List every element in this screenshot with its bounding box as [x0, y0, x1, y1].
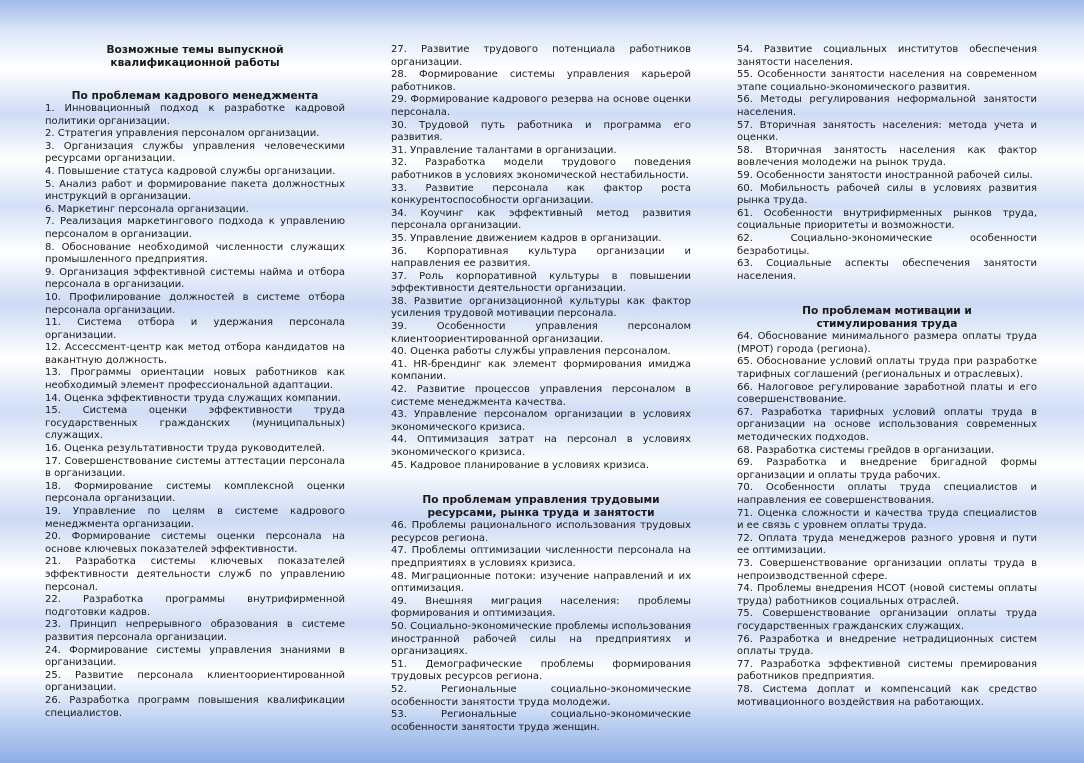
- topic-item: 14. Оценка эффективности труда служащих компании.: [45, 392, 341, 404]
- topic-item: 65. Обоснование условий оплаты труда при разработке тарифных соглашений (региональных и отраслевых).: [737, 356, 1037, 381]
- spacer: [737, 283, 1037, 305]
- topic-item: 73. Совершенствование организации оплаты труда в непроизводственной сфере.: [737, 557, 1037, 582]
- topic-item: 10. Профилирование должностей в системе отбора персонала организации.: [45, 291, 345, 316]
- topic-item: 4. Повышение статуса кадровой службы организации.: [45, 165, 336, 177]
- topic-list-labor-part2: [737, 44, 1037, 283]
- topic-item: 20. Формирование системы оценки персонала на основе ключевых показателей эффективности.: [45, 531, 345, 555]
- topic-item: 76. Разработка и внедрение нетрадиционных систем оплаты труда.: [737, 633, 1037, 658]
- topic-item: 1. Инновационный подход к разработке кадровой политики организации.: [45, 103, 345, 127]
- topic-item: 12. Ассессмент-центр как метод отбора кандидатов на вакантную должность.: [45, 342, 345, 366]
- topic-item: 15. Система оценки эффективности труда государственных гражданских (муниципальных) служащих.: [45, 405, 345, 442]
- section-heading-motivation: По проблемам мотивации и стимулирования труда: [802, 305, 972, 331]
- section-heading-hr: По проблемам кадрового менеджмента: [71, 90, 319, 102]
- topic-item: 54. Развитие социальных институтов обеспечения занятости населения.: [737, 44, 1037, 68]
- topic-item: 53. Региональные социально-экономические особенности занятости труда женщин.: [391, 709, 691, 733]
- topic-item: 48. Миграционные потоки: изучение направлений и их оптимизация.: [391, 570, 691, 595]
- topic-item: 13. Программы ориентации новых работников как необходимый элемент профессиональной адаптации.: [45, 367, 345, 392]
- column-3: [737, 44, 1037, 709]
- topic-item: 50. Социально-экономические проблемы использования иностранной рабочей силы на предприятиях и организациях.: [391, 620, 691, 658]
- topic-item: 28. Формирование системы управления карьерой работников.: [391, 69, 691, 93]
- topic-item: 31. Управление талантами в организации.: [391, 144, 617, 156]
- topic-item: 64. Обоснование минимального размера оплаты труда (МРОТ) города (региона).: [737, 331, 1037, 355]
- topic-list-hr-part2: [391, 44, 691, 472]
- topic-item: 47. Проблемы оптимизации численности персонала на предприятиях в условиях кризиса.: [391, 545, 691, 569]
- topic-item: 24. Формирование системы управления знаниями в организации.: [45, 644, 345, 669]
- topic-item: 34. Коучинг как эффективный метод развития персонала организации.: [391, 207, 691, 232]
- topic-item: 41. HR-брендинг как элемент формирования имиджа компании.: [391, 358, 691, 383]
- topic-item: 55. Особенности занятости населения на современном этапе социально-экономического развития.: [737, 69, 1037, 93]
- topic-item: 21. Разработка системы ключевых показателей эффективности деятельности служб по управлению персонал.: [45, 556, 345, 593]
- topic-item: 51. Демографические проблемы формирования трудовых ресурсов региона.: [391, 658, 691, 683]
- topic-list-motivation: [737, 331, 1037, 709]
- topic-item: 3. Организация службы управления человеческими ресурсами организации.: [45, 140, 345, 165]
- topic-item: 52. Региональные социально-экономические особенности занятости труда молодежи.: [391, 683, 691, 708]
- topic-item: 45. Кадровое планирование в условиях кризиса.: [391, 459, 649, 471]
- topic-item: 37. Роль корпоративной культуры в повышении эффективности деятельности организации.: [391, 270, 691, 295]
- topic-item: 6. Маркетинг персонала организации.: [45, 203, 249, 215]
- topic-item: 56. Методы регулирования неформальной занятости населения.: [737, 94, 1037, 118]
- topic-item: 30. Трудовой путь работника и программа его развития.: [391, 119, 691, 144]
- topic-item: 43. Управление персоналом организации в условиях экономического кризиса.: [391, 409, 691, 433]
- column-1: [45, 44, 345, 720]
- spacer: [391, 472, 691, 494]
- topic-item: 18. Формирование системы комплексной оценки персонала организации.: [45, 480, 345, 505]
- topic-item: 16. Оценка результативности труда руководителей.: [45, 443, 326, 455]
- topic-item: 63. Социальные аспекты обеспечения занятости населения.: [737, 258, 1037, 282]
- column-2: [391, 44, 691, 734]
- topic-item: 5. Анализ работ и формирование пакета должностных инструкций в организации.: [45, 178, 345, 203]
- topic-item: 44. Оптимизация затрат на персонал в условиях экономического кризиса.: [391, 434, 691, 458]
- topic-item: 62. Социально-экономические особенности безработицы.: [737, 232, 1037, 257]
- topic-item: 26. Разработка программ повышения квалификации специалистов.: [45, 694, 345, 719]
- topic-item: 23. Принцип непрерывного образования в системе развития персонала организации.: [45, 619, 345, 643]
- topic-item: 17. Совершенствование системы аттестации персонала в организации.: [45, 455, 345, 480]
- topic-item: 58. Вторичная занятость населения как фактор вовлечения молодежи на рынок труда.: [737, 144, 1037, 169]
- topic-item: 8. Обоснование необходимой численности служащих промышленного предприятия.: [45, 241, 345, 266]
- topic-item: 36. Корпоративная культура организации и направления ее развития.: [391, 245, 691, 270]
- topic-item: 7. Реализация маркетингового подхода к управлению персоналом в организации.: [45, 216, 345, 240]
- document-title: Возможные темы выпускной квалификационной работы: [106, 44, 284, 69]
- topic-item: 33. Развитие персонала как фактор роста конкурентоспособности организации.: [391, 182, 691, 207]
- section-heading-labor: По проблемам управления трудовыми ресурсами, рынка труда и занятости: [422, 494, 660, 520]
- topic-item: 67. Разработка тарифных условий оплаты труда в организации на основе использования современных методических подходов.: [737, 406, 1037, 444]
- topic-item: 35. Управление движением кадров в организации.: [391, 232, 662, 244]
- topic-item: 78. Система доплат и компенсаций как средство мотивационного воздействия на работающих.: [737, 683, 1037, 708]
- topic-item: 46. Проблемы рационального использования трудовых ресурсов региона.: [391, 520, 691, 544]
- topic-item: 75. Совершенствование организации оплаты труда государственных гражданских служащих.: [737, 608, 1037, 632]
- topic-item: 71. Оценка сложности и качества труда специалистов и ее связь с уровнем оплаты труда.: [737, 507, 1037, 532]
- topic-item: 68. Разработка системы грейдов в организации.: [737, 444, 995, 456]
- topic-list-hr-part1: [45, 103, 345, 720]
- topic-item: 66. Налоговое регулирование заработной платы и его совершенствование.: [737, 381, 1037, 406]
- topic-item: 38. Развитие организационной культуры как фактор усиления трудовой мотивации персонала.: [391, 295, 691, 320]
- topic-item: 25. Развитие персонала клиентоориентированной организации.: [45, 669, 345, 694]
- topic-item: 61. Особенности внутрифирменных рынков труда, социальные приоритеты и возможности.: [737, 207, 1037, 232]
- topic-item: 11. Система отбора и удержания персонала организации.: [45, 317, 345, 341]
- topic-item: 42. Развитие процессов управления персоналом в системе менеджмента качества.: [391, 384, 691, 408]
- topic-item: 40. Оценка работы службы управления персоналом.: [391, 346, 671, 358]
- topic-item: 77. Разработка эффективной системы премирования работников предприятия.: [737, 658, 1037, 683]
- topic-item: 29. Формирование кадрового резерва на основе оценки персонала.: [391, 94, 691, 118]
- topic-item: 9. Организация эффективной системы найма и отбора персонала в организации.: [45, 266, 345, 291]
- topic-item: 74. Проблемы внедрения НСОТ (новой системы оплаты труда) работников социальных отраслей.: [737, 583, 1037, 607]
- topic-item: 39. Особенности управления персоналом клиентоориентированной организации.: [391, 321, 691, 345]
- topic-item: 70. Особенности оплаты труда специалистов и направления ее совершенствования.: [737, 482, 1037, 506]
- topic-item: 2. Стратегия управления персоналом организации.: [45, 128, 320, 140]
- topic-item: 49. Внешняя миграция населения: проблемы формирования и оптимизация.: [391, 595, 691, 620]
- topic-item: 59. Особенности занятости иностранной рабочей силы.: [737, 169, 1033, 181]
- topic-item: 72. Оплата труда менеджеров разного уровня и пути ее оптимизации.: [737, 532, 1037, 557]
- topic-item: 22. Разработка программы внутрифирменной подготовки кадров.: [45, 594, 345, 618]
- topic-list-labor-part1: [391, 520, 691, 734]
- topic-item: 27. Развитие трудового потенциала работников организации.: [391, 44, 691, 68]
- topic-item: 32. Разработка модели трудового поведения работников в условиях экономической нестабильности.: [391, 157, 691, 181]
- topic-item: 57. Вторичная занятость населения: метода учета и оценки.: [737, 119, 1037, 144]
- spacer: [45, 70, 345, 90]
- topic-item: 19. Управление по целям в системе кадрового менеджмента организации.: [45, 506, 345, 530]
- topic-item: 69. Разработка и внедрение бригадной формы организации и оплаты труда рабочих.: [737, 457, 1037, 481]
- topic-item: 60. Мобильность рабочей силы в условиях развития рынка труда.: [737, 182, 1037, 207]
